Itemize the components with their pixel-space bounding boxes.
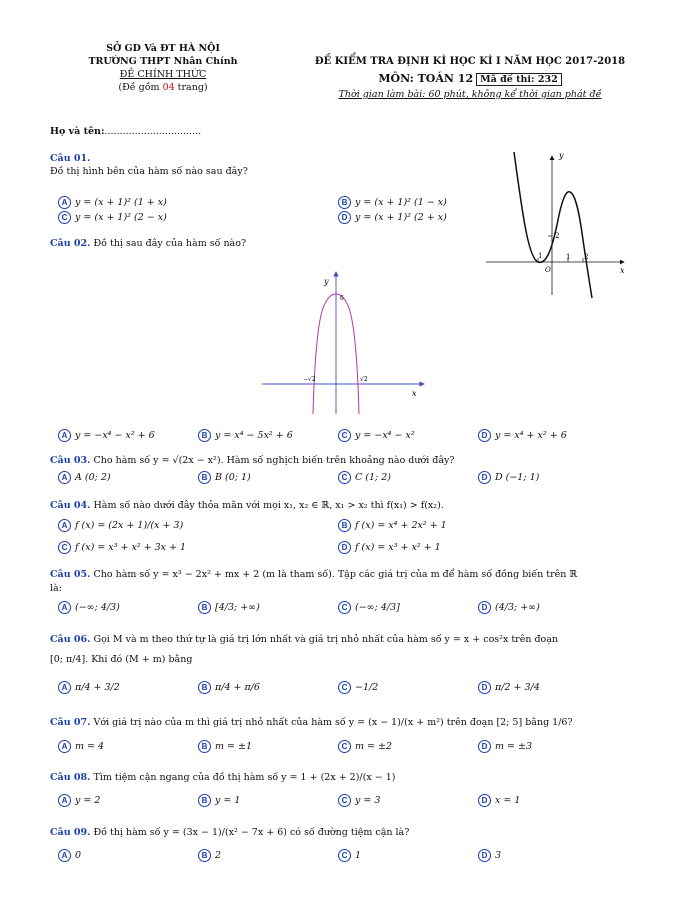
q2-option-c[interactable]: C y = −x⁴ − x² <box>338 429 415 442</box>
q5-option-c[interactable]: C (−∞; 4/3] <box>338 601 400 614</box>
tick-neg-sqrt2: −√2 <box>303 376 316 383</box>
option-circle: B <box>198 849 211 862</box>
q6-text-line <box>50 634 558 645</box>
q1-graph <box>482 150 632 300</box>
q7-option-b[interactable]: B m = ±1 <box>198 740 252 753</box>
q1-option-c[interactable]: C y = (x + 1)² (2 − x) <box>58 211 167 224</box>
option-circle: A <box>58 601 71 614</box>
origin-label: O <box>545 266 551 274</box>
subject: MÔN: TOÁN 12 <box>378 72 474 85</box>
tick-pos-sqrt2: √2 <box>360 376 368 383</box>
q5-text2: là: <box>50 583 62 594</box>
q3-text-line <box>50 455 455 466</box>
option-circle: B <box>198 681 211 694</box>
option-circle: C <box>58 541 71 554</box>
option-circle: B <box>198 740 211 753</box>
header-left <box>58 42 268 94</box>
q3-label: Câu 03. <box>50 455 91 466</box>
option-circle: D <box>478 849 491 862</box>
cubic-curve <box>514 152 592 298</box>
option-circle: A <box>58 429 71 442</box>
option-circle: C <box>338 849 351 862</box>
q2-graph <box>258 268 430 418</box>
option-circle: C <box>338 740 351 753</box>
option-circle: B <box>338 196 351 209</box>
option-circle: C <box>338 681 351 694</box>
q8-label: Câu 08. <box>50 772 91 783</box>
q6-label: Câu 06. <box>50 634 91 645</box>
q6-text: Gọi M và m theo thứ tự là giá trị lớn nhất và giá trị nhỏ nhất của hàm số y = x + cos²x trên đoạn <box>93 634 559 645</box>
option-circle: C <box>338 429 351 442</box>
option-circle: B <box>198 601 211 614</box>
q6-text2: [0; π/4]. Khi đó (M + m) bằng <box>50 654 193 665</box>
option-circle: B <box>198 794 211 807</box>
option-circle: C <box>338 601 351 614</box>
q9-option-a[interactable]: A 0 <box>58 849 81 862</box>
q9-label: Câu 09. <box>50 827 91 838</box>
q1-option-a[interactable]: A y = (x + 1)² (1 + x) <box>58 196 167 209</box>
q8-option-c[interactable]: C y = 3 <box>338 794 380 807</box>
school-name: TRƯỜNG THPT Nhân Chính <box>88 56 238 67</box>
name-dots: ................................ <box>104 126 202 137</box>
q9-option-b[interactable]: B 2 <box>198 849 221 862</box>
q5-text-line <box>50 569 577 580</box>
q4-option-b[interactable]: B f (x) = x⁴ + 2x² + 1 <box>338 519 447 532</box>
x-label: x <box>620 266 625 275</box>
option-circle: C <box>58 211 71 224</box>
page-count: (Đề gồm 04 trang) <box>118 82 208 93</box>
option-circle: B <box>338 519 351 532</box>
q4-label: Câu 04. <box>50 500 91 511</box>
q7-option-a[interactable]: A m = 4 <box>58 740 104 753</box>
x-label: x <box>412 389 417 398</box>
option-circle: C <box>338 794 351 807</box>
q6-option-a[interactable]: A π/4 + 3/2 <box>58 681 120 694</box>
q3-text: Cho hàm số y = √(2x − x²). Hàm số nghịch biến trên khoảng nào dưới đây? <box>93 455 455 466</box>
exam-title: ĐỀ KIỂM TRA ĐỊNH KÌ HỌC KÌ I NĂM HỌC 2017-2018 <box>314 56 626 67</box>
option-circle: A <box>58 471 71 484</box>
y-label: y <box>324 277 329 286</box>
tick-y2: 2 <box>555 232 560 240</box>
option-circle: D <box>478 429 491 442</box>
option-circle: A <box>58 519 71 532</box>
q8-option-d[interactable]: D x = 1 <box>478 794 520 807</box>
option-circle: D <box>478 601 491 614</box>
q5-option-b[interactable]: B [4/3; +∞) <box>198 601 260 614</box>
q7-option-c[interactable]: C m = ±2 <box>338 740 392 753</box>
q7-option-d[interactable]: D m = ±3 <box>478 740 532 753</box>
q8-text-line <box>50 772 395 783</box>
q8-text: Tìm tiệm cận ngang của đồ thị hàm số y = 1 + (2x + 2)/(x − 1) <box>93 772 396 783</box>
option-circle: D <box>338 541 351 554</box>
q6-option-c[interactable]: C −1/2 <box>338 681 378 694</box>
q4-text-line <box>50 500 444 511</box>
q7-text: Với giá trị nào của m thì giá trị nhỏ nhất của hàm số y = (x − 1)/(x + m²) trên đoạn [2; 5] bằng 1/6? <box>93 717 573 728</box>
tick-6: 6 <box>340 295 344 302</box>
option-circle: D <box>478 794 491 807</box>
exam-code: Mã đề thi: 232 <box>476 73 562 86</box>
q4-option-a[interactable]: A f (x) = (2x + 1)/(x + 3) <box>58 519 183 532</box>
name-label: Họ và tên: <box>50 126 105 137</box>
option-circle: A <box>58 196 71 209</box>
tick-m1: 1 <box>538 252 543 260</box>
option-circle: D <box>338 211 351 224</box>
option-circle: C <box>338 471 351 484</box>
q9-option-d[interactable]: D 3 <box>478 849 501 862</box>
q6-option-b[interactable]: B π/4 + π/6 <box>198 681 260 694</box>
dept-name: SỞ GD Và ĐT HÀ NỘI <box>106 43 220 54</box>
option-circle: A <box>58 794 71 807</box>
option-circle: A <box>58 849 71 862</box>
name-line <box>50 126 201 137</box>
q2-option-d[interactable]: D y = x⁴ + x² + 6 <box>478 429 567 442</box>
option-circle: A <box>58 740 71 753</box>
q3-option-a[interactable]: A A (0; 2) <box>58 471 111 484</box>
q7-label: Câu 07. <box>50 717 91 728</box>
header-right <box>290 55 650 102</box>
q5-option-a[interactable]: A (−∞; 4/3) <box>58 601 120 614</box>
q1-option-b[interactable]: B y = (x + 1)² (1 − x) <box>338 196 447 209</box>
tick-1: 1 <box>566 253 571 261</box>
q2-text: Đồ thị sau đây của hàm số nào? <box>93 238 247 249</box>
q4-option-d[interactable]: D f (x) = x³ + x² + 1 <box>338 541 441 554</box>
q6-option-d[interactable]: D π/2 + 3/4 <box>478 681 540 694</box>
official-label: ĐỀ CHÍNH THỨC <box>119 69 207 80</box>
q5-text: Cho hàm số y = x³ − 2x² + mx + 2 (m là tham số). Tập các giá trị của m để hàm số đồng biến trên ℝ <box>93 569 578 580</box>
option-circle: D <box>478 740 491 753</box>
q7-text-line <box>50 717 573 728</box>
q5-option-d[interactable]: D (4/3; +∞) <box>478 601 540 614</box>
q9-text-line <box>50 827 409 838</box>
option-circle: A <box>58 681 71 694</box>
q1-text: Đồ thị hình bên của hàm số nào sau đây? <box>50 166 248 177</box>
y-label: y <box>559 151 564 160</box>
option-circle: D <box>478 471 491 484</box>
q2-label: Câu 02. <box>50 238 91 249</box>
tick-2: 2 <box>584 253 589 261</box>
q1-option-d[interactable]: D y = (x + 1)² (2 + x) <box>338 211 447 224</box>
q3-option-c[interactable]: C C (1; 2) <box>338 471 391 484</box>
q8-option-a[interactable]: A y = 2 <box>58 794 100 807</box>
q9-option-c[interactable]: C 1 <box>338 849 361 862</box>
q4-option-c[interactable]: C f (x) = x³ + x² + 3x + 1 <box>58 541 186 554</box>
option-circle: D <box>478 681 491 694</box>
option-circle: B <box>198 429 211 442</box>
q2-text-line <box>50 238 246 249</box>
q1-label: Câu 01. <box>50 153 91 164</box>
time-note: Thời gian làm bài: 60 phút, không kể thời gian phát đề <box>338 89 602 100</box>
q3-option-d[interactable]: D D (−1; 1) <box>478 471 539 484</box>
q2-option-a[interactable]: A y = −x⁴ − x² + 6 <box>58 429 155 442</box>
q8-option-b[interactable]: B y = 1 <box>198 794 240 807</box>
q4-text: Hàm số nào dưới đây thỏa mãn với mọi x₁, x₂ ∈ ℝ, x₁ > x₂ thì f(x₁) > f(x₂). <box>93 500 444 511</box>
option-circle: B <box>198 471 211 484</box>
q5-label: Câu 05. <box>50 569 91 580</box>
q9-text: Đồ thị hàm số y = (3x − 1)/(x² − 7x + 6) có số đường tiệm cận là? <box>93 827 410 838</box>
q2-option-b[interactable]: B y = x⁴ − 5x² + 6 <box>198 429 293 442</box>
q3-option-b[interactable]: B B (0; 1) <box>198 471 251 484</box>
